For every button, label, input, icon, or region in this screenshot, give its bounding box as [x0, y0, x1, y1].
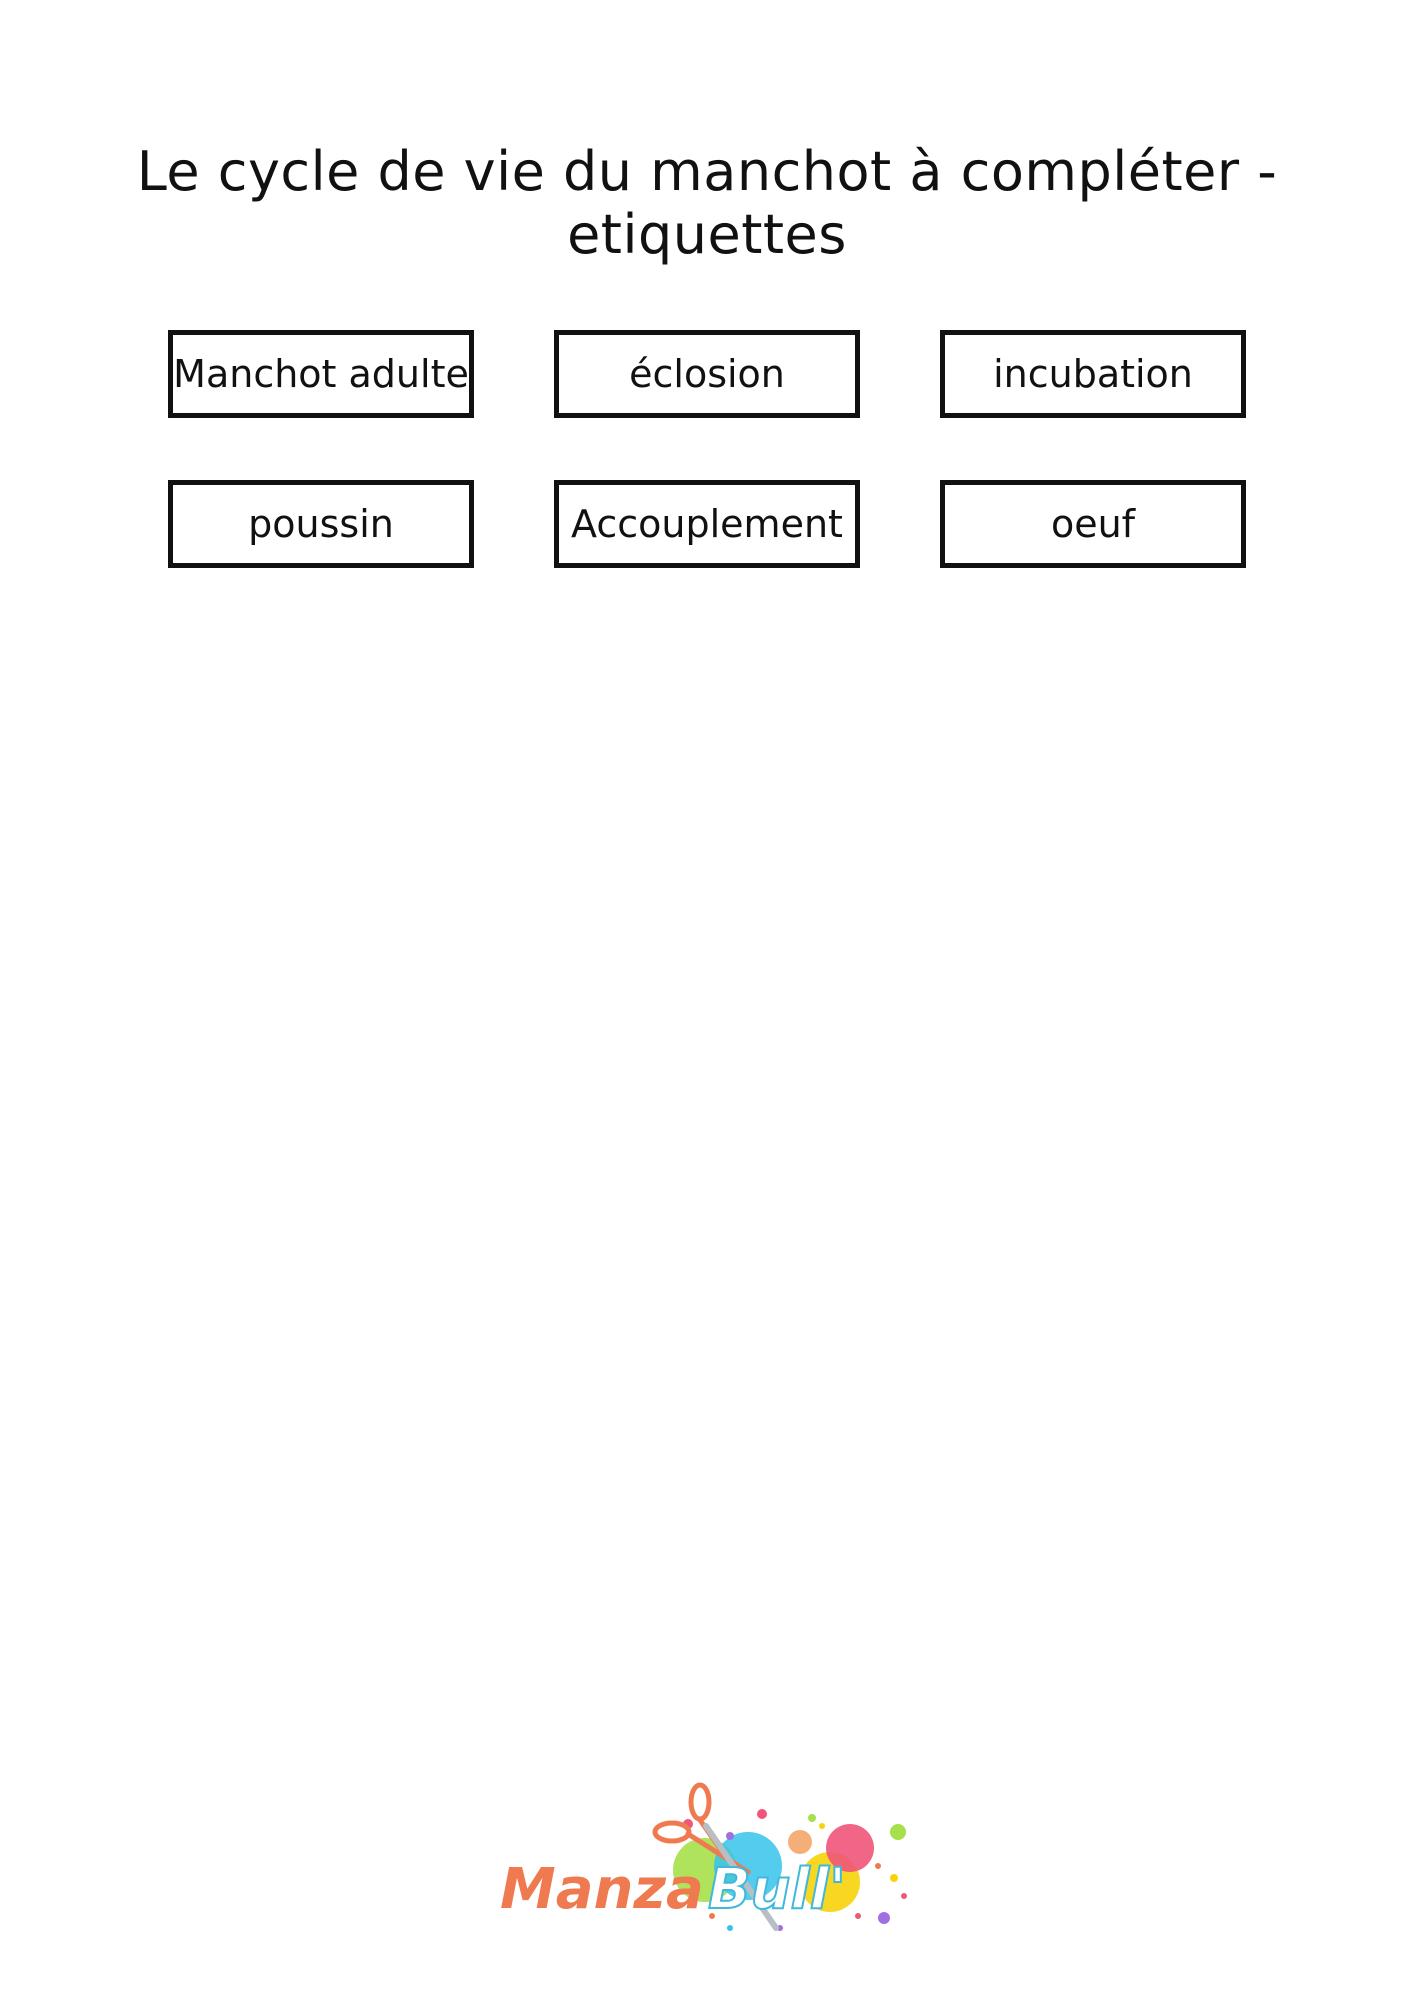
label-card-oeuf[interactable]: oeuf: [940, 480, 1246, 568]
logo-bubble-peach: [788, 1830, 812, 1854]
page-title: Le cycle de vie du manchot à compléter - etiquettes: [136, 140, 1278, 266]
label-card-accouplement[interactable]: Accouplement: [554, 480, 860, 568]
logo-dot: [901, 1893, 907, 1899]
manzabull-logo: [500, 1778, 920, 1938]
logo-dot: [878, 1912, 890, 1924]
logo-dot: [890, 1874, 898, 1882]
logo-dot: [855, 1913, 861, 1919]
logo-text-bull: Bull': [708, 1857, 847, 1922]
labels-grid: [168, 330, 1246, 568]
logo-dot: [727, 1925, 733, 1931]
logo-dot: [808, 1814, 816, 1822]
logo-dot: [890, 1824, 906, 1840]
label-card-poussin[interactable]: poussin: [168, 480, 474, 568]
label-card-eclosion[interactable]: éclosion: [554, 330, 860, 418]
logo-dot: [726, 1832, 734, 1840]
logo-dot: [875, 1863, 881, 1869]
logo-dot: [819, 1823, 825, 1829]
label-card-manchot-adulte[interactable]: Manchot adulte: [168, 330, 474, 418]
logo-text-manza: Manza: [500, 1857, 704, 1922]
logo-dot: [757, 1809, 767, 1819]
label-card-incubation[interactable]: incubation: [940, 330, 1246, 418]
